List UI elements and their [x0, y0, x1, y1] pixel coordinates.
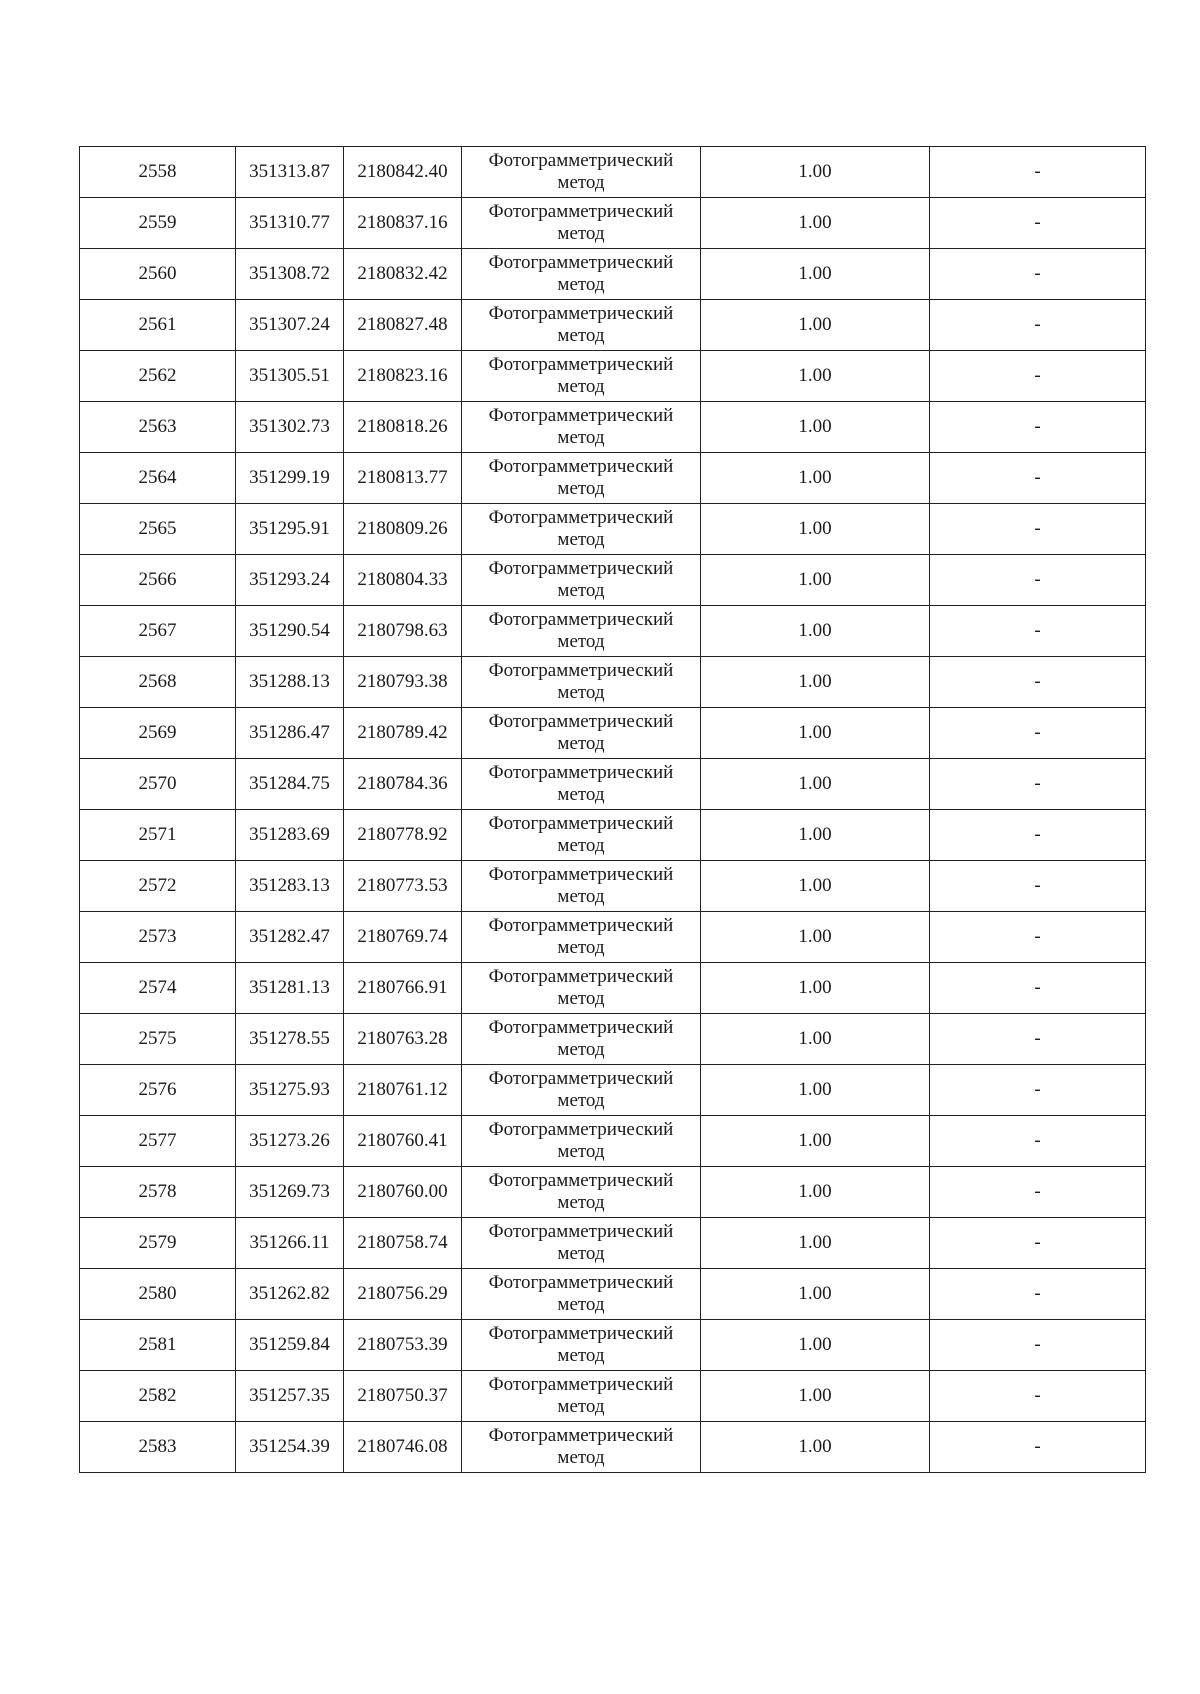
method-line-1: Фотограмметрический [488, 711, 674, 732]
method-line-2: метод [557, 886, 605, 907]
table-row [80, 1014, 1146, 1065]
table-row [80, 606, 1146, 657]
method-line-2: метод [557, 325, 605, 346]
point-number-cell: 2578 [80, 1167, 236, 1218]
method-line-2: метод [557, 784, 605, 805]
method-cell [462, 1116, 701, 1167]
y-coordinate-cell: 2180763.28 [344, 1014, 462, 1065]
method-cell [462, 504, 701, 555]
accuracy-cell: 1.00 [701, 606, 930, 657]
method-line-1: Фотограмметрический [488, 1323, 674, 1344]
method-line-2: метод [557, 1243, 605, 1264]
table-row [80, 708, 1146, 759]
note-cell: - [930, 198, 1146, 249]
method-line-2: метод [557, 223, 605, 244]
method-cell [462, 453, 701, 504]
method-line-2: метод [557, 427, 605, 448]
method-cell [462, 249, 701, 300]
method-cell [462, 1065, 701, 1116]
x-coordinate-cell: 351295.91 [236, 504, 344, 555]
point-number-cell: 2561 [80, 300, 236, 351]
x-coordinate-cell: 351290.54 [236, 606, 344, 657]
y-coordinate-cell: 2180773.53 [344, 861, 462, 912]
table-row [80, 1320, 1146, 1371]
method-line-1: Фотограмметрический [488, 609, 674, 630]
y-coordinate-cell: 2180760.41 [344, 1116, 462, 1167]
point-number-cell: 2559 [80, 198, 236, 249]
table-row [80, 351, 1146, 402]
accuracy-cell: 1.00 [701, 657, 930, 708]
accuracy-cell: 1.00 [701, 1116, 930, 1167]
y-coordinate-cell: 2180778.92 [344, 810, 462, 861]
accuracy-cell: 1.00 [701, 555, 930, 606]
method-cell [462, 1371, 701, 1422]
coordinates-table-body [80, 147, 1146, 1473]
point-number-cell: 2567 [80, 606, 236, 657]
point-number-cell: 2565 [80, 504, 236, 555]
table-row [80, 759, 1146, 810]
point-number-cell: 2582 [80, 1371, 236, 1422]
note-cell: - [930, 1269, 1146, 1320]
note-cell: - [930, 1014, 1146, 1065]
accuracy-cell: 1.00 [701, 402, 930, 453]
method-line-1: Фотограмметрический [488, 252, 674, 273]
accuracy-cell: 1.00 [701, 504, 930, 555]
method-line-1: Фотограмметрический [488, 1068, 674, 1089]
accuracy-cell: 1.00 [701, 198, 930, 249]
x-coordinate-cell: 351299.19 [236, 453, 344, 504]
y-coordinate-cell: 2180769.74 [344, 912, 462, 963]
note-cell: - [930, 402, 1146, 453]
method-line-2: метод [557, 580, 605, 601]
point-number-cell: 2576 [80, 1065, 236, 1116]
method-cell [462, 300, 701, 351]
method-line-2: метод [557, 631, 605, 652]
table-row [80, 1371, 1146, 1422]
point-number-cell: 2580 [80, 1269, 236, 1320]
y-coordinate-cell: 2180832.42 [344, 249, 462, 300]
note-cell: - [930, 351, 1146, 402]
table-row [80, 963, 1146, 1014]
point-number-cell: 2564 [80, 453, 236, 504]
x-coordinate-cell: 351308.72 [236, 249, 344, 300]
method-line-2: метод [557, 376, 605, 397]
accuracy-cell: 1.00 [701, 1065, 930, 1116]
method-line-1: Фотограмметрический [488, 507, 674, 528]
method-cell [462, 1269, 701, 1320]
point-number-cell: 2568 [80, 657, 236, 708]
point-number-cell: 2581 [80, 1320, 236, 1371]
accuracy-cell: 1.00 [701, 708, 930, 759]
point-number-cell: 2579 [80, 1218, 236, 1269]
note-cell: - [930, 1422, 1146, 1473]
x-coordinate-cell: 351266.11 [236, 1218, 344, 1269]
method-line-1: Фотограмметрический [488, 303, 674, 324]
note-cell: - [930, 300, 1146, 351]
point-number-cell: 2577 [80, 1116, 236, 1167]
x-coordinate-cell: 351283.69 [236, 810, 344, 861]
method-cell [462, 351, 701, 402]
point-number-cell: 2570 [80, 759, 236, 810]
x-coordinate-cell: 351286.47 [236, 708, 344, 759]
note-cell: - [930, 453, 1146, 504]
note-cell: - [930, 147, 1146, 198]
accuracy-cell: 1.00 [701, 1167, 930, 1218]
y-coordinate-cell: 2180750.37 [344, 1371, 462, 1422]
method-cell [462, 861, 701, 912]
method-line-2: метод [557, 1447, 605, 1468]
y-coordinate-cell: 2180818.26 [344, 402, 462, 453]
accuracy-cell: 1.00 [701, 300, 930, 351]
table-row [80, 657, 1146, 708]
method-line-2: метод [557, 1192, 605, 1213]
table-row [80, 249, 1146, 300]
accuracy-cell: 1.00 [701, 351, 930, 402]
y-coordinate-cell: 2180804.33 [344, 555, 462, 606]
note-cell: - [930, 555, 1146, 606]
x-coordinate-cell: 351259.84 [236, 1320, 344, 1371]
method-line-1: Фотограмметрический [488, 1425, 674, 1446]
accuracy-cell: 1.00 [701, 1269, 930, 1320]
accuracy-cell: 1.00 [701, 147, 930, 198]
method-line-2: метод [557, 1294, 605, 1315]
accuracy-cell: 1.00 [701, 453, 930, 504]
method-line-1: Фотограмметрический [488, 1374, 674, 1395]
table-row [80, 1218, 1146, 1269]
table-row [80, 300, 1146, 351]
point-number-cell: 2569 [80, 708, 236, 759]
method-cell [462, 657, 701, 708]
point-number-cell: 2573 [80, 912, 236, 963]
method-cell [462, 147, 701, 198]
method-cell [462, 810, 701, 861]
note-cell: - [930, 1320, 1146, 1371]
note-cell: - [930, 759, 1146, 810]
table-row [80, 402, 1146, 453]
y-coordinate-cell: 2180784.36 [344, 759, 462, 810]
method-line-1: Фотограмметрический [488, 405, 674, 426]
y-coordinate-cell: 2180823.16 [344, 351, 462, 402]
method-line-1: Фотограмметрический [488, 456, 674, 477]
y-coordinate-cell: 2180842.40 [344, 147, 462, 198]
accuracy-cell: 1.00 [701, 912, 930, 963]
note-cell: - [930, 1218, 1146, 1269]
note-cell: - [930, 249, 1146, 300]
coordinates-table [79, 146, 1146, 1473]
method-line-1: Фотограмметрический [488, 354, 674, 375]
x-coordinate-cell: 351307.24 [236, 300, 344, 351]
point-number-cell: 2571 [80, 810, 236, 861]
y-coordinate-cell: 2180746.08 [344, 1422, 462, 1473]
note-cell: - [930, 1116, 1146, 1167]
method-line-2: метод [557, 478, 605, 499]
table-row [80, 810, 1146, 861]
x-coordinate-cell: 351257.35 [236, 1371, 344, 1422]
method-line-1: Фотограмметрический [488, 150, 674, 171]
x-coordinate-cell: 351288.13 [236, 657, 344, 708]
table-row [80, 453, 1146, 504]
accuracy-cell: 1.00 [701, 1014, 930, 1065]
y-coordinate-cell: 2180827.48 [344, 300, 462, 351]
method-line-1: Фотограмметрический [488, 1221, 674, 1242]
note-cell: - [930, 708, 1146, 759]
table-row [80, 1065, 1146, 1116]
point-number-cell: 2562 [80, 351, 236, 402]
method-line-2: метод [557, 682, 605, 703]
method-line-1: Фотограмметрический [488, 201, 674, 222]
y-coordinate-cell: 2180758.74 [344, 1218, 462, 1269]
method-line-2: метод [557, 988, 605, 1009]
method-line-1: Фотограмметрический [488, 762, 674, 783]
x-coordinate-cell: 351313.87 [236, 147, 344, 198]
accuracy-cell: 1.00 [701, 1422, 930, 1473]
point-number-cell: 2560 [80, 249, 236, 300]
x-coordinate-cell: 351254.39 [236, 1422, 344, 1473]
x-coordinate-cell: 351282.47 [236, 912, 344, 963]
method-line-2: метод [557, 1345, 605, 1366]
x-coordinate-cell: 351293.24 [236, 555, 344, 606]
note-cell: - [930, 504, 1146, 555]
method-line-2: метод [557, 1396, 605, 1417]
accuracy-cell: 1.00 [701, 810, 930, 861]
method-line-1: Фотограмметрический [488, 966, 674, 987]
method-cell [462, 1218, 701, 1269]
table-row [80, 147, 1146, 198]
y-coordinate-cell: 2180753.39 [344, 1320, 462, 1371]
y-coordinate-cell: 2180766.91 [344, 963, 462, 1014]
note-cell: - [930, 1065, 1146, 1116]
x-coordinate-cell: 351275.93 [236, 1065, 344, 1116]
table-row [80, 1167, 1146, 1218]
table-row [80, 1422, 1146, 1473]
accuracy-cell: 1.00 [701, 1218, 930, 1269]
point-number-cell: 2575 [80, 1014, 236, 1065]
note-cell: - [930, 810, 1146, 861]
method-cell [462, 963, 701, 1014]
x-coordinate-cell: 351302.73 [236, 402, 344, 453]
table-row [80, 912, 1146, 963]
method-line-1: Фотограмметрический [488, 1170, 674, 1191]
method-line-2: метод [557, 529, 605, 550]
note-cell: - [930, 912, 1146, 963]
method-line-2: метод [557, 1141, 605, 1162]
method-line-2: метод [557, 835, 605, 856]
note-cell: - [930, 963, 1146, 1014]
method-cell [462, 1167, 701, 1218]
y-coordinate-cell: 2180756.29 [344, 1269, 462, 1320]
y-coordinate-cell: 2180798.63 [344, 606, 462, 657]
table-row [80, 861, 1146, 912]
point-number-cell: 2563 [80, 402, 236, 453]
point-number-cell: 2574 [80, 963, 236, 1014]
method-line-2: метод [557, 274, 605, 295]
x-coordinate-cell: 351262.82 [236, 1269, 344, 1320]
accuracy-cell: 1.00 [701, 249, 930, 300]
method-cell [462, 912, 701, 963]
y-coordinate-cell: 2180789.42 [344, 708, 462, 759]
method-line-2: метод [557, 1090, 605, 1111]
method-cell [462, 402, 701, 453]
method-line-2: метод [557, 937, 605, 958]
x-coordinate-cell: 351284.75 [236, 759, 344, 810]
method-cell [462, 1320, 701, 1371]
table-row [80, 1269, 1146, 1320]
x-coordinate-cell: 351273.26 [236, 1116, 344, 1167]
method-cell [462, 708, 701, 759]
table-row [80, 198, 1146, 249]
method-cell [462, 606, 701, 657]
accuracy-cell: 1.00 [701, 1371, 930, 1422]
y-coordinate-cell: 2180837.16 [344, 198, 462, 249]
y-coordinate-cell: 2180813.77 [344, 453, 462, 504]
point-number-cell: 2566 [80, 555, 236, 606]
method-line-1: Фотограмметрический [488, 1119, 674, 1140]
method-line-1: Фотограмметрический [488, 1272, 674, 1293]
point-number-cell: 2558 [80, 147, 236, 198]
note-cell: - [930, 1167, 1146, 1218]
method-line-2: метод [557, 1039, 605, 1060]
table-row [80, 1116, 1146, 1167]
accuracy-cell: 1.00 [701, 861, 930, 912]
method-line-2: метод [557, 733, 605, 754]
note-cell: - [930, 861, 1146, 912]
x-coordinate-cell: 351278.55 [236, 1014, 344, 1065]
method-cell [462, 1422, 701, 1473]
table-row [80, 504, 1146, 555]
method-cell [462, 555, 701, 606]
x-coordinate-cell: 351283.13 [236, 861, 344, 912]
y-coordinate-cell: 2180809.26 [344, 504, 462, 555]
accuracy-cell: 1.00 [701, 963, 930, 1014]
x-coordinate-cell: 351305.51 [236, 351, 344, 402]
note-cell: - [930, 606, 1146, 657]
method-cell [462, 759, 701, 810]
table-row [80, 555, 1146, 606]
method-cell [462, 1014, 701, 1065]
x-coordinate-cell: 351281.13 [236, 963, 344, 1014]
y-coordinate-cell: 2180793.38 [344, 657, 462, 708]
method-line-1: Фотограмметрический [488, 813, 674, 834]
x-coordinate-cell: 351269.73 [236, 1167, 344, 1218]
y-coordinate-cell: 2180760.00 [344, 1167, 462, 1218]
method-line-2: метод [557, 172, 605, 193]
method-cell [462, 198, 701, 249]
accuracy-cell: 1.00 [701, 759, 930, 810]
method-line-1: Фотограмметрический [488, 915, 674, 936]
method-line-1: Фотограмметрический [488, 1017, 674, 1038]
note-cell: - [930, 1371, 1146, 1422]
note-cell: - [930, 657, 1146, 708]
method-line-1: Фотограмметрический [488, 558, 674, 579]
method-line-1: Фотограмметрический [488, 660, 674, 681]
x-coordinate-cell: 351310.77 [236, 198, 344, 249]
point-number-cell: 2572 [80, 861, 236, 912]
accuracy-cell: 1.00 [701, 1320, 930, 1371]
method-line-1: Фотограмметрический [488, 864, 674, 885]
point-number-cell: 2583 [80, 1422, 236, 1473]
y-coordinate-cell: 2180761.12 [344, 1065, 462, 1116]
